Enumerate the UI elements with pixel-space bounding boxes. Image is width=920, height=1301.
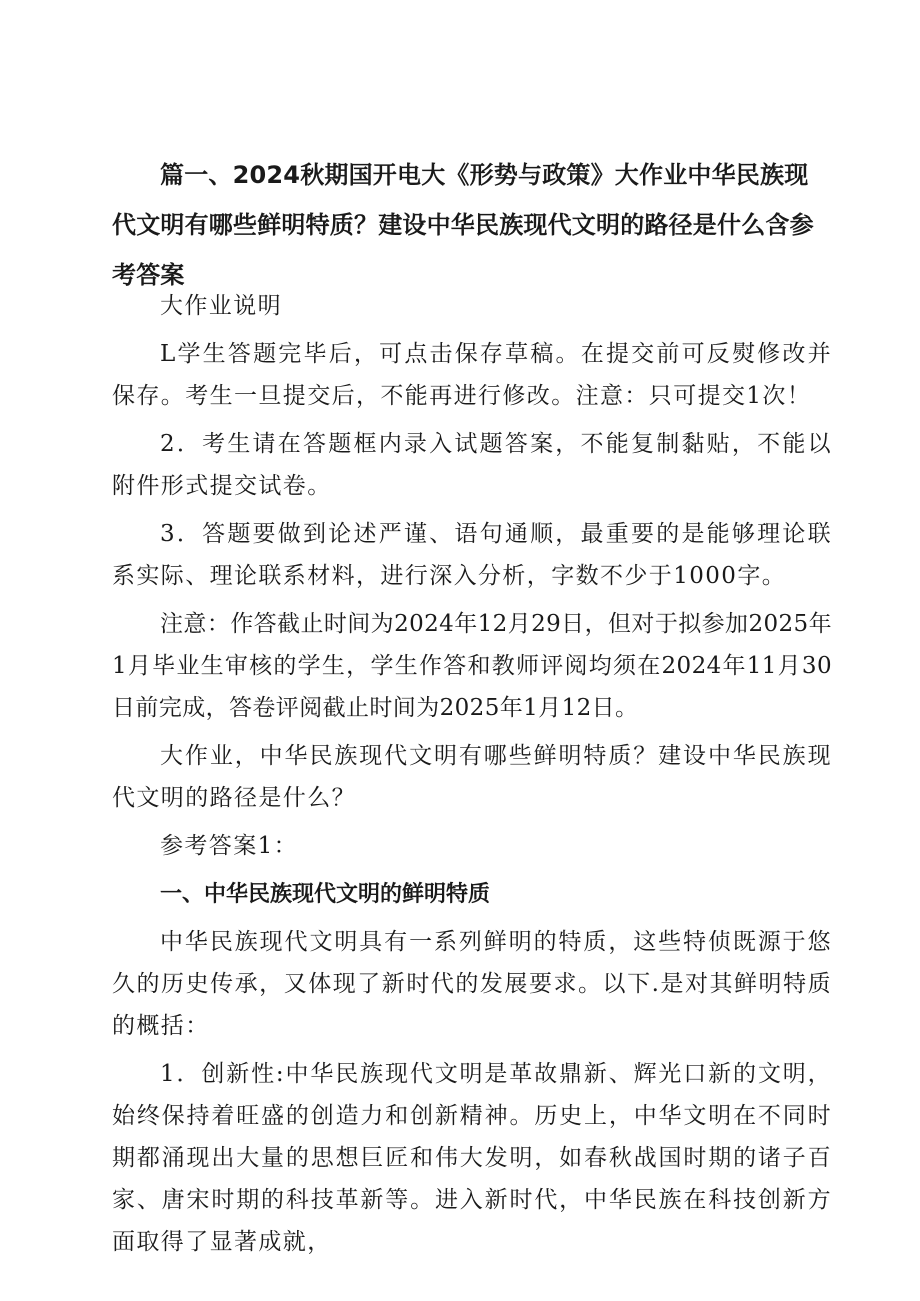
document-title: 篇一、2024秋期国开电大《形势与政策》大作业中华民族现代文明有哪些鲜明特质？建设中华民族现代文明的路径是什么含参考答案 — [112, 161, 814, 289]
instruction-item-2: 2．考生请在答题框内录入试题答案，不能复制黏贴，不能以附件形式提交试卷。 — [112, 431, 832, 499]
section-point-1: 1．创新性:中华民族现代文明是革故鼎新、辉光口新的文明，始终保持着旺盛的创造力和创新精神。历史上，中华文明在不同时期都涌现出大量的思想巨匠和伟大发明，如春秋战国时期的诸子百家、唐宋时期的科技革新等。进入新时代，中华民族在科技创新方面取得了显著成就， — [112, 1061, 832, 1255]
section-heading-1: 一、中华民族现代文明的鲜明特质 — [160, 882, 491, 907]
deadline-notice: 注意：作答截止时间为2024年12月29日，但对于拟参加2025年1月毕业生审核的学生，学生作答和教师评阅均须在2024年11月30日前完成，答卷评阅截止时间为2025年1月12日。 — [112, 611, 832, 721]
document-body — [112, 285, 832, 1269]
section-intro: 中华民族现代文明具有一系列鲜明的特质，这些特侦既源于悠久的历史传承，又体现了新时代的发展要求。以下.是对其鲜明特质的概括： — [112, 929, 832, 1039]
instruction-item-3: 3．答题要做到论述严谨、语句通顺，最重要的是能够理论联系实际、理论联系材料，进行深入分析，字数不少于1000字。 — [112, 521, 832, 589]
instructions-heading: 大作业说明 — [160, 293, 282, 319]
instruction-item-1: L学生答题完毕后，可点击保存草稿。在提交前可反熨修改并保存。考生一旦提交后，不能再进行修改。注意：只可提交1次！ — [112, 341, 832, 409]
answer-label: 参考答案1： — [160, 833, 299, 859]
assignment-question: 大作业，中华民族现代文明有哪些鲜明特质？建设中华民族现代文明的路径是什么？ — [112, 743, 832, 811]
